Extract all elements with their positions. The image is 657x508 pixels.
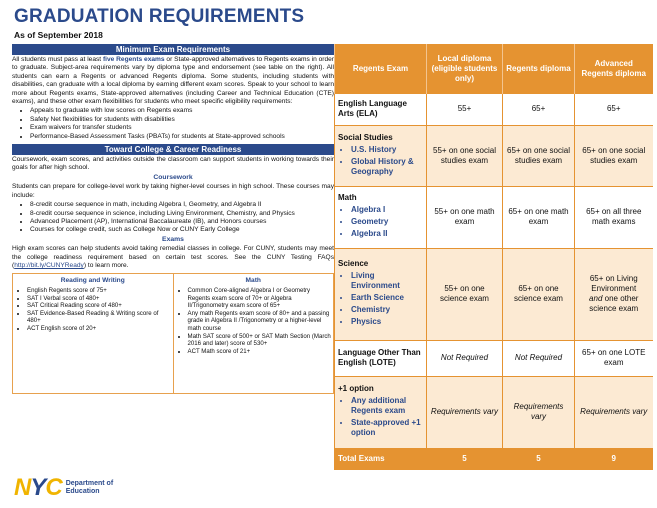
row-label — [335, 248, 427, 340]
list-item: • Exam waivers for transfer students — [30, 124, 334, 132]
table-row — [335, 94, 653, 125]
cell-advanced — [575, 248, 653, 340]
cell-regents: 65+ on one science exam — [503, 248, 575, 340]
dept-line-2: Education — [65, 488, 100, 495]
coursework-paragraph: Students can prepare for college-level work by taking higher-level courses in high school. These courses may include: — [12, 183, 334, 199]
list-item: • Geometry — [351, 217, 423, 227]
math-list — [176, 287, 332, 355]
cell-regents: 65+ on one math exam — [503, 186, 575, 248]
table-row — [335, 248, 653, 340]
as-of-date: As of September 2018 — [14, 30, 103, 40]
table-row — [335, 376, 653, 448]
cell-regents: Requirements vary — [503, 376, 575, 448]
cell-local: Not Required — [427, 340, 503, 376]
cell-regents: 5 — [503, 448, 575, 469]
row-label: Total Exams — [335, 448, 427, 469]
cell-advanced: Requirements vary — [575, 376, 653, 448]
math-heading: Math — [245, 277, 261, 285]
exams-text-end: ) to learn more. — [83, 261, 129, 269]
list-item: • SAT I Verbal score of 480+ — [27, 295, 171, 303]
nyc-logo-mark: NYC — [14, 474, 62, 501]
cell-regents: 65+ — [503, 94, 575, 125]
minimum-paragraph — [12, 56, 334, 106]
requirements-table — [334, 44, 653, 470]
math-column — [173, 274, 334, 393]
row-label — [335, 125, 427, 186]
list-item: • 8-credit course sequence in science, including Living Environment, Chemistry, and Physics — [30, 210, 334, 218]
dept-line-1: Department of — [65, 480, 114, 487]
cuny-link[interactable]: http://bit.ly/CUNYReady — [14, 261, 84, 269]
list-item: • Global History & Geography — [351, 157, 423, 177]
score-columns — [12, 273, 334, 394]
reading-writing-column — [13, 274, 173, 393]
header-regents-diploma: Regents diploma — [503, 44, 575, 94]
list-item: • Courses for college credit, such as College Now or CUNY Early College — [30, 226, 334, 234]
exams-text: High exam scores can help students avoid taking remedial classes in college. For CUNY, students may meet the college readiness requirement based on certain test scores. See the CUNY Testing FAQs ( — [12, 245, 334, 269]
cell-local: Requirements vary — [427, 376, 503, 448]
row-title: +1 option — [338, 384, 374, 393]
left-column — [12, 44, 334, 394]
sub-list — [338, 205, 423, 239]
coursework-heading: Coursework — [153, 173, 193, 181]
exams-heading: Exams — [162, 235, 184, 243]
cell-local: 5 — [427, 448, 503, 469]
advanced-text-b: one other science exam — [589, 294, 639, 313]
cell-local: 55+ on one science exam — [427, 248, 503, 340]
cell-advanced: 65+ — [575, 94, 653, 125]
cell-advanced: 65+ on one social studies exam — [575, 125, 653, 186]
page-title: GRADUATION REQUIREMENTS — [14, 6, 305, 27]
table-row — [335, 186, 653, 248]
list-item: • U.S. History — [351, 145, 423, 155]
list-item: • Any math Regents exam score of 80+ and a passing grade in Algebra II /Trigonometry or a higher-level math course — [188, 310, 332, 333]
sub-list — [338, 145, 423, 177]
total-row — [335, 448, 653, 469]
header-advanced-diploma: Advanced Regents diploma — [575, 44, 653, 94]
row-label: English Language Arts (ELA) — [335, 94, 427, 125]
college-header: Toward College & Career Readiness — [12, 144, 334, 155]
table-row — [335, 340, 653, 376]
table-header-row — [335, 44, 653, 94]
row-label: Language Other Than English (LOTE) — [335, 340, 427, 376]
list-item: • Advanced Placement (AP), International Baccalaureate (IB), and Honors courses — [30, 218, 334, 226]
cell-advanced: 65+ on one LOTE exam — [575, 340, 653, 376]
sub-list — [338, 396, 423, 438]
minimum-list — [12, 107, 334, 141]
list-item: • ACT English score of 20+ — [27, 325, 171, 333]
list-item: • State-approved +1 option — [351, 418, 423, 438]
minimum-text-pre: All students must pass at least — [12, 56, 103, 63]
college-paragraph: Coursework, exam scores, and activities outside the classroom can support students in working towards their goals for after high school. — [12, 156, 334, 172]
coursework-list — [12, 201, 334, 235]
cell-advanced: 65+ on all three math exams — [575, 186, 653, 248]
table-row — [335, 125, 653, 186]
cell-local: 55+ — [427, 94, 503, 125]
list-item: • Appeals to graduate with low scores on Regents exams — [30, 107, 334, 115]
list-item: • Common Core-aligned Algebra I or Geometry Regents exam score of 70+ or Algebra II/Trigonometry exam score of 65+ — [188, 287, 332, 310]
minimum-header: Minimum Exam Requirements — [12, 44, 334, 55]
minimum-highlight: five Regents exams — [102, 56, 165, 63]
list-item: • Math SAT score of 500+ or SAT Math Section (March 2016 and later) score of 530+ — [188, 333, 332, 348]
list-item: • Chemistry — [351, 305, 423, 315]
list-item: • Living Environment — [351, 271, 423, 291]
dept-name — [66, 480, 113, 496]
list-item: • 8-credit course sequence in math, including Algebra I, Geometry, and Algebra II — [30, 201, 334, 209]
cell-local: 55+ on one math exam — [427, 186, 503, 248]
header-regents-exam: Regents Exam — [335, 44, 427, 94]
header-local-diploma: Local diploma (eligible students only) — [427, 44, 503, 94]
list-item: • Earth Science — [351, 293, 423, 303]
cell-regents: Not Required — [503, 340, 575, 376]
row-label — [335, 376, 427, 448]
list-item: • Performance-Based Assessment Tasks (PBATs) for students at State-approved schools — [30, 133, 334, 141]
cell-regents: 65+ on one social studies exam — [503, 125, 575, 186]
reading-writing-heading: Reading and Writing — [60, 277, 125, 285]
exams-paragraph — [12, 245, 334, 270]
list-item: • Algebra I — [351, 205, 423, 215]
cell-advanced: 9 — [575, 448, 653, 469]
row-title: Math — [338, 193, 357, 202]
reading-list — [15, 287, 171, 333]
list-item: • Safety Net flexibilities for students with disabilities — [30, 116, 334, 124]
row-label — [335, 186, 427, 248]
nyc-doe-logo — [14, 474, 113, 502]
cell-local: 55+ on one social studies exam — [427, 125, 503, 186]
list-item: • Physics — [351, 317, 423, 327]
list-item: • English Regents score of 75+ — [27, 287, 171, 295]
row-title: Social Studies — [338, 132, 393, 142]
minimum-text-post: or State-approved alternatives to Regents exams in order to graduate. Subject-area requirements vary by diploma type and endorsement (see table on the right). All students can earn a Regents or advanced Regents diploma. Some students, including students with disabilities, can graduate with a local diploma by earning different exam scores. Speak to your school to learn more about Regents exams, State-approved alternatives (including Career and Technical Education (CTE) exams), and these other exam flexibilities for students who meet specific eligibility requirements: — [12, 56, 335, 106]
list-item: • SAT Evidence-Based Reading & Writing score of 480+ — [27, 310, 171, 325]
list-item: • ACT Math score of 21+ — [188, 348, 332, 356]
list-item: • Any additional Regents exam — [351, 396, 423, 416]
list-item: • SAT Critical Reading score of 480+ — [27, 302, 171, 310]
sub-list — [338, 271, 423, 327]
advanced-text-a: 65+ on Living Environment — [589, 274, 638, 293]
advanced-text-and: and — [589, 294, 603, 303]
row-title: Science — [338, 259, 369, 268]
list-item: • Algebra II — [351, 229, 423, 239]
